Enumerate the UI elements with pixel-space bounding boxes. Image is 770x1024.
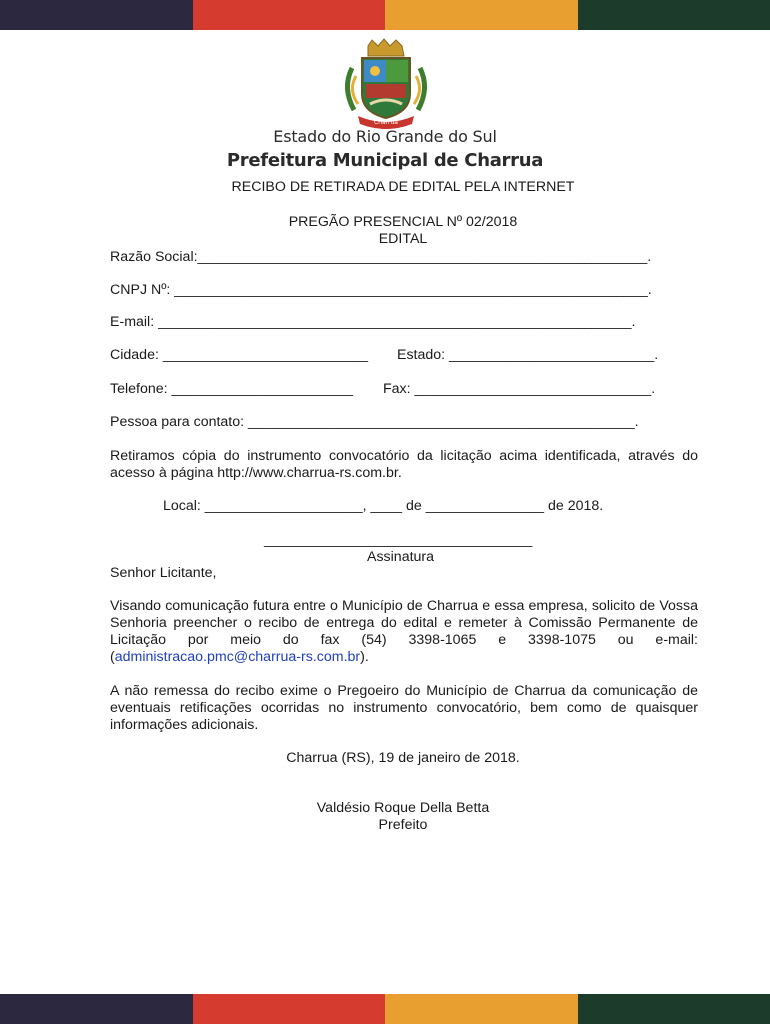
band-segment-navy	[0, 0, 193, 30]
notice-paragraph: A não remessa do recibo exime o Pregoeiro do Município de Charrua da comunicação de eventuais retificações ocorridas no instrumento convocatório, bem como de quaisquer informações adicionais.	[110, 683, 698, 733]
band-segment-green	[578, 0, 770, 30]
municipal-coat-of-arms-icon	[338, 38, 434, 130]
statement-paragraph: Retiramos cópia do instrumento convocatório da licitação acima identificada, através do acesso à página http://www.charrua-rs.com.br.	[110, 448, 698, 481]
top-color-band	[0, 0, 770, 30]
request-text-end: ).	[360, 649, 369, 665]
email-field: E-mail: ____________________________________________________________.	[110, 314, 636, 330]
fax-field: Fax: ______________________________.	[383, 381, 656, 397]
date-line: Charrua (RS), 19 de janeiro de 2018.	[286, 750, 520, 766]
local-date-field: Local: ____________________, ____ de _______________ de 2018.	[163, 498, 604, 514]
telefone-field: Telefone: _______________________	[110, 381, 354, 397]
municipality-name: Prefeitura Municipal de Charrua	[226, 150, 544, 171]
greeting: Senhor Licitante,	[110, 565, 217, 581]
band-segment-navy	[0, 994, 193, 1024]
band-segment-red	[193, 994, 386, 1024]
logo-banner-text: Charrua	[374, 119, 398, 126]
request-paragraph	[110, 598, 698, 666]
cnpj-field: CNPJ Nº: ____________________________________________________________.	[110, 282, 652, 298]
razao-social-field: Razão Social:_________________________________________________________.	[110, 249, 652, 265]
signature-label: Assinatura	[367, 549, 435, 565]
band-segment-orange	[385, 994, 578, 1024]
email-link[interactable]: administracao.pmc@charrua-rs.com.br	[114, 649, 361, 665]
cidade-field: Cidade: __________________________	[110, 347, 368, 363]
signer-name: Valdésio Roque Della Betta	[316, 800, 490, 816]
request-text: Visando comunicação futura entre o Município de Charrua e essa empresa, solicito de Vossa Senhoria preencher o recibo de entrega do edital e remeter à Comissão Permanente de Licitação por meio do fax (54) 3398-1065 e 3398-1075 ou e-mail:(	[110, 598, 698, 665]
signature-line: __________________________________	[264, 532, 533, 548]
pregao-number: PREGÃO PRESENCIAL Nº 02/2018	[288, 214, 518, 230]
bottom-color-band	[0, 994, 770, 1024]
contato-field: Pessoa para contato: _________________________________________________.	[110, 414, 639, 430]
band-segment-red	[193, 0, 386, 30]
state-name: Estado do Rio Grande do Sul	[273, 127, 497, 146]
signer-title: Prefeito	[378, 817, 428, 833]
edital-label: EDITAL	[378, 231, 428, 247]
document-title: RECIBO DE RETIRADA DE EDITAL PELA INTERNET	[231, 179, 575, 195]
band-segment-orange	[385, 0, 578, 30]
estado-field: Estado: __________________________.	[397, 347, 659, 363]
band-segment-green	[578, 994, 770, 1024]
